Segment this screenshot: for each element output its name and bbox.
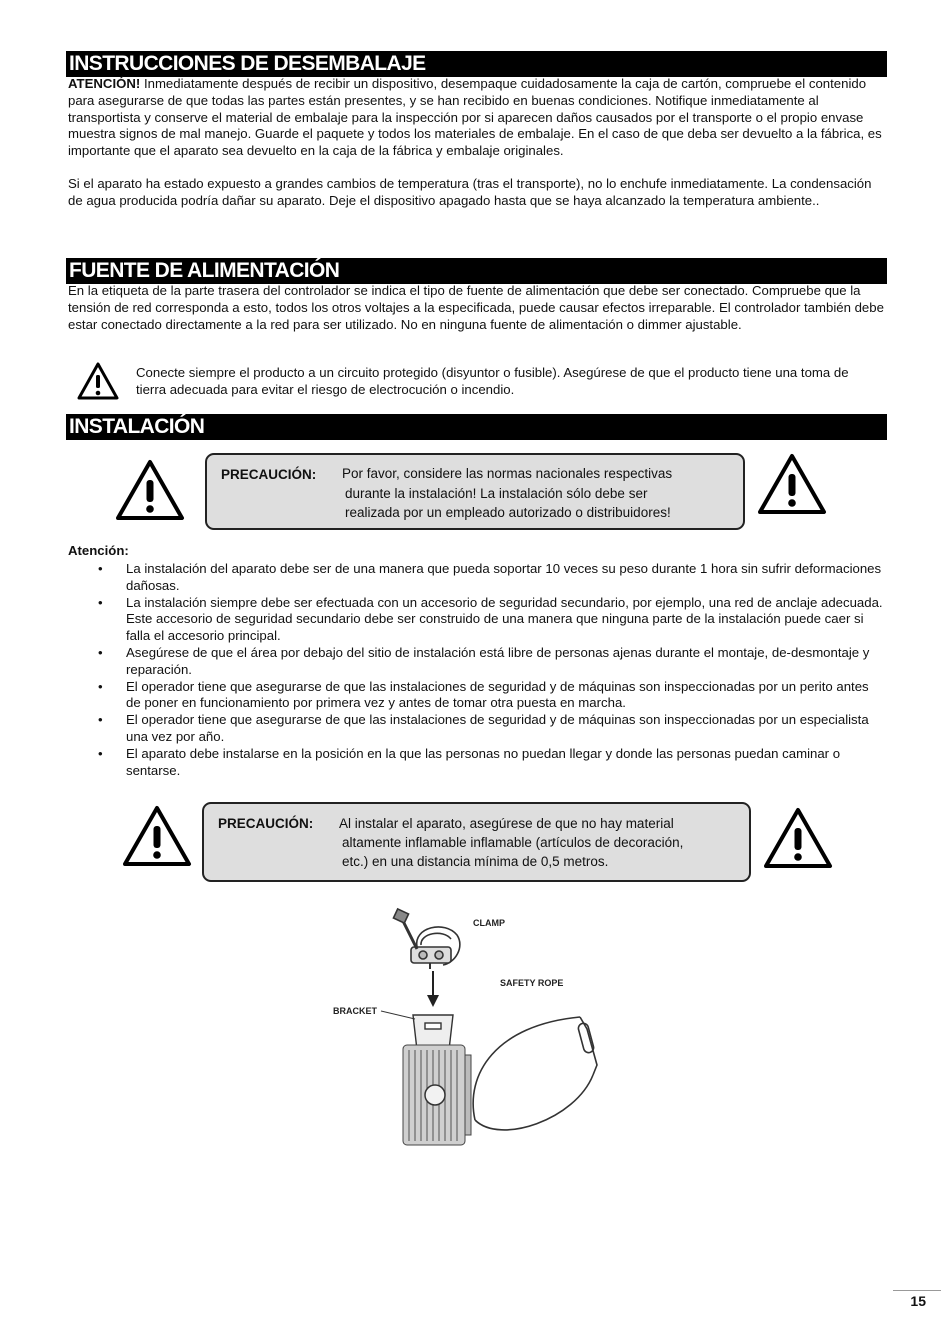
warning-triangle-icon	[762, 806, 834, 870]
attention-heading: Atención:	[68, 543, 129, 558]
bullet-icon: •	[98, 644, 103, 660]
page-number: 15	[910, 1293, 926, 1309]
fixture-illustration	[403, 1045, 471, 1145]
clamp-label: CLAMP	[473, 918, 505, 928]
unpacking-paragraph-2: Si el aparato ha estado expuesto a grandes cambios de temperatura (tras el transporte), no lo enchufe inmediatamente. La condensación de agua producida podría dañar su aparato. Deje el dispositivo apagado hasta que se haya alcanzado la temperatura ambiente..	[68, 176, 872, 208]
unpacking-paragraph-1	[68, 76, 886, 160]
list-item: • El aparato debe instalarse en la posición en la que las personas no puedan llegar y donde las personas puedan caminar o sentarse.	[98, 745, 841, 778]
warning-triangle-icon	[77, 362, 119, 400]
caution-label: PRECAUCIÓN:	[218, 816, 314, 831]
arrow-down-icon	[427, 971, 439, 1007]
list-item: • El operador tiene que asegurarse de que las instalaciones de seguridad y de máquinas son inspeccionadas por un perito antes de poner en funcionamiento por primera vez y antes de tomar otra puesta en marcha.	[98, 678, 869, 711]
safety-rope-illustration	[473, 1017, 597, 1130]
power-warning-text: Conecte siempre el producto a un circuito protegido (disyuntor o fusible). Asegúrese de que el producto tiene una toma de tierra adecuada para evitar el riesgo de electrocución o incendio.	[136, 365, 849, 397]
bullet-icon: •	[98, 561, 103, 576]
section-title-install: INSTALACIÓN	[67, 415, 208, 439]
safety-rope-label: SAFETY ROPE	[500, 978, 564, 988]
list-item: • La instalación siempre debe ser efectuada con un accesorio de seguridad secundario, por ejemplo, una red de anclaje adecuada. Este accesorio de seguridad secundario debe ser construido de una manera que ninguna parte de la instalación puede caer si falla el accesorio principal.	[98, 594, 883, 644]
caution-line-2: altamente inflamable inflamable (artículos de decoración,	[342, 835, 684, 850]
caution-line-1: Al instalar el aparato, asegúrese de que no hay material	[339, 816, 674, 831]
bullet-icon: •	[98, 594, 103, 610]
footer-rule	[893, 1290, 941, 1291]
section-title-power: FUENTE DE ALIMENTACIÓN	[67, 259, 343, 283]
section-header-power	[66, 258, 887, 284]
clamp-illustration	[393, 909, 459, 969]
power-paragraph: En la etiqueta de la parte trasera del controlador se indica el tipo de fuente de alimentación que debe ser conectado. Compruebe que la tensión de red corresponda a esto, todos los otros voltajes a la especificada, puede causar efectos irreparable. El controlador también debe estar conectado directamente a la red para ser utilizado. No en ninguna fuente de alimentación o dimmer ajustable.	[68, 283, 884, 332]
unpacking-paragraph-1-text: Inmediatamente después de recibir un dispositivo, desempaque cuidadosamente la caja de cartón, compruebe el contenido para asegurarse de que todas las partes están presentes, y se han recibido en buenas condiciones. Notifique inmediatamente al transportista y conserve el material de embalaje para la inspección por si aparecen daños causados por el transporte o el propio envase muestra signos de mal manejo. Guarde el paquete y todos los materiales de embalaje. En el caso de que deba ser devuelto a la fábrica, es importante que el aparato sea devuelto en la caja de la fábrica y embalaje originales.	[68, 76, 882, 159]
warning-triangle-icon	[114, 458, 186, 522]
attention-lead: ATENCIÓN!	[68, 76, 141, 91]
section-header-install	[66, 414, 887, 440]
installation-diagram	[325, 905, 625, 1155]
caution-box-2	[202, 802, 751, 882]
caution-line-1: Por favor, considere las normas nacionales respectivas	[342, 466, 673, 481]
caution-box-1	[205, 453, 745, 530]
caution-line-3: etc.) en una distancia mínima de 0,5 metros.	[342, 854, 609, 869]
list-item: • Asegúrese de que el área por debajo del sitio de instalación está libre de personas ajenas durante el montaje, de-desmontaje y reparación.	[98, 644, 870, 677]
caution-line-2: durante la instalación! La instalación sólo debe ser	[345, 486, 648, 501]
caution-line-3: realizada por un empleado autorizado o distribuidores!	[345, 505, 671, 520]
section-title-unpacking: INSTRUCCIONES DE DESEMBALAJE	[67, 52, 430, 76]
warning-triangle-icon	[121, 804, 193, 868]
installation-bullet-list	[68, 561, 886, 779]
caution-label: PRECAUCIÓN:	[221, 467, 317, 482]
list-item: • La instalación del aparato debe ser de una manera que pueda soportar 10 veces su peso durante 1 hora sin sufrir deformaciones dañosas.	[98, 561, 882, 593]
bullet-icon: •	[98, 745, 103, 761]
warning-triangle-icon	[756, 452, 828, 516]
bullet-icon: •	[98, 678, 103, 694]
section-header-unpacking	[66, 51, 887, 77]
bracket-label: BRACKET	[333, 1006, 377, 1016]
list-item: • El operador tiene que asegurarse de que las instalaciones de seguridad y de máquinas son inspeccionadas por un especialista una vez por año.	[98, 712, 869, 744]
bullet-icon: •	[98, 712, 103, 728]
